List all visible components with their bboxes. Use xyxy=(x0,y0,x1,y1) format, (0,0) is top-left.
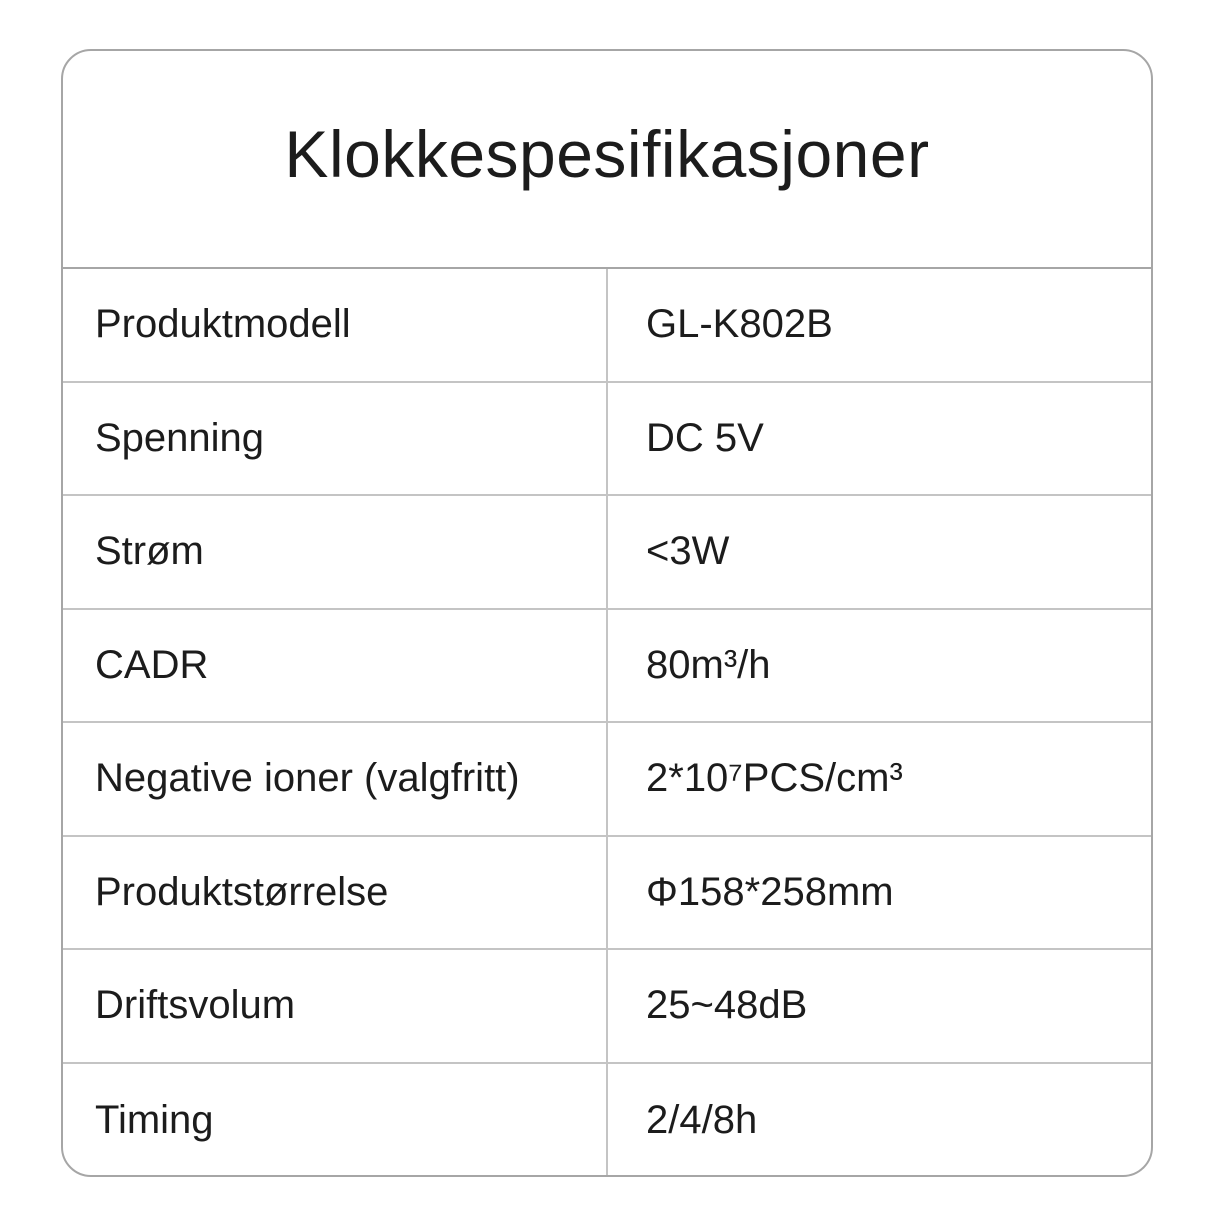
spec-label: CADR xyxy=(63,610,608,722)
spec-value: Φ158*258mm xyxy=(646,869,894,914)
spec-label: Negative ioner (valgfritt) xyxy=(63,723,608,835)
spec-value: GL-K802B xyxy=(646,302,833,347)
spec-label: Timing xyxy=(63,1064,608,1178)
title-area xyxy=(63,51,1151,269)
spec-label: Spenning xyxy=(63,383,608,495)
spec-row-timing xyxy=(63,1064,1151,1178)
spec-table xyxy=(63,269,1151,1177)
spec-value: 80m³/h xyxy=(646,642,771,687)
spec-label: Produktstørrelse xyxy=(63,837,608,949)
page-title: Klokkespesifikasjoner xyxy=(284,117,930,191)
spec-value: DC 5V xyxy=(646,415,764,460)
spec-label: Produktmodell xyxy=(63,269,608,381)
spec-value: 2*10⁷PCS/cm³ xyxy=(646,756,903,801)
spec-card xyxy=(61,49,1153,1177)
spec-row-spenning xyxy=(63,383,1151,497)
spec-row-driftsvolum xyxy=(63,950,1151,1064)
spec-value: 2/4/8h xyxy=(646,1097,758,1142)
spec-row-produktstorrelse xyxy=(63,837,1151,951)
spec-row-cadr xyxy=(63,610,1151,724)
spec-row-negative-ioner xyxy=(63,723,1151,837)
spec-row-strom xyxy=(63,496,1151,610)
spec-row-produktmodell xyxy=(63,269,1151,383)
spec-value: <3W xyxy=(646,529,730,574)
spec-label: Strøm xyxy=(63,496,608,608)
spec-label: Driftsvolum xyxy=(63,950,608,1062)
spec-value: 25~48dB xyxy=(646,983,808,1028)
